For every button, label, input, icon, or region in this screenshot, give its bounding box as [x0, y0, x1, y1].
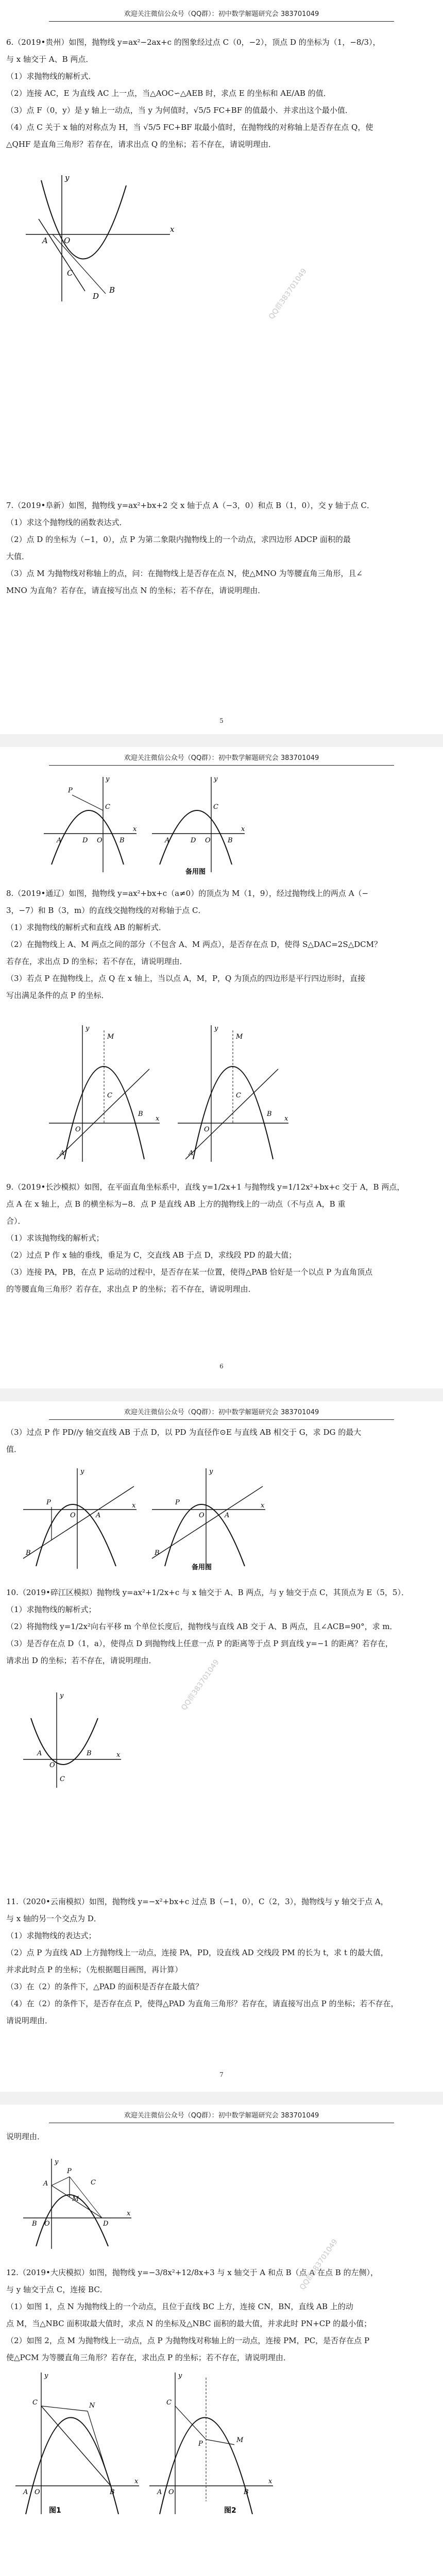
- q11-line: 请求出 D 的坐标；若不存在，请说明理由．: [6, 1656, 157, 1665]
- watermark: QQ群383701049: [298, 2238, 339, 2292]
- q6-line: △QHF 是直角三角形？若存在，请求出点 Q 的坐标；若不存在，请说明理由．: [6, 140, 276, 149]
- q13-line: 使△PCM 为等腰直角三角形？若存在，求出点 P 的坐标；若不存在，请说明理由．: [6, 2353, 291, 2362]
- label-b: B: [267, 1110, 272, 1118]
- label-b: B: [120, 837, 125, 844]
- label-b: B: [244, 2488, 249, 2496]
- q9-figure-1: [21, 1463, 139, 1571]
- label-y: y: [214, 775, 218, 783]
- label-a: A: [42, 236, 48, 245]
- label-a: A: [60, 1149, 65, 1157]
- label-o: O: [97, 837, 103, 844]
- label-c: C: [91, 2179, 96, 2187]
- label-a: A: [43, 2180, 48, 2188]
- question-10: [6, 1584, 435, 1669]
- label-y: y: [178, 2372, 182, 2380]
- label-b: B: [87, 1750, 92, 1757]
- label-o: O: [35, 2488, 40, 2496]
- label-x: x: [261, 1502, 265, 1510]
- label-p: P: [175, 1499, 180, 1506]
- parabola: [165, 1504, 245, 1566]
- label-y: y: [106, 775, 110, 783]
- parabola: [31, 1718, 98, 1765]
- q10-line: 点 A 在 x 轴上，点 B 的横坐标为−8．点 P 是直线 AB 上方的抛物线上的一动点（不与点 A，B 重: [6, 1199, 346, 1209]
- label-c: C: [32, 2399, 38, 2406]
- q11-figure: [21, 2154, 134, 2251]
- label-a: A: [37, 1750, 42, 1757]
- q6-line: 与 x 轴交于 A、B 两点．: [6, 55, 94, 64]
- q12-figure-1: [13, 2367, 142, 2517]
- figure-caption: 备用图: [185, 868, 206, 875]
- question-7: [6, 497, 435, 599]
- question-12: [6, 2264, 435, 2366]
- q11-line: （2）将抛物线 y=1/2x²向右平移 m 个单位长度后，抛物线与直线 AB 交于 A、B 两点，且∠ACB=90°，求 m．: [6, 1622, 398, 1631]
- q7-figure-2: [149, 772, 247, 875]
- label-d: D: [191, 837, 196, 844]
- label-x: x: [170, 225, 175, 234]
- line-ab: [152, 1486, 263, 1558]
- label-y: y: [209, 1468, 213, 1476]
- q10-figure: [21, 1687, 124, 1790]
- q10-line: （1）求该抛物线的解析式；: [6, 1233, 104, 1243]
- label-n: N: [89, 2402, 95, 2410]
- line-pc: [175, 2406, 206, 2439]
- q7-line: MNO 为直角？若存在，请直接写出点 N 的坐标；若不存在，请说明理由．: [6, 586, 266, 595]
- q7-line: （3）点 M 为抛物线对称轴上的点，问：在抛物线上是否存在点 N，使△MNO 为等腰直角三角形，且∠: [6, 569, 363, 578]
- page-header: 欢迎关注微信公众号（QQ群）：初中数学解题研究会 383701049: [49, 1406, 394, 1420]
- label-x: x: [241, 825, 245, 833]
- figure-caption: 备用图: [192, 1564, 212, 1571]
- label-m: M: [107, 1033, 114, 1041]
- q11-line: （1）求抛物线的解析式；: [6, 1605, 96, 1614]
- question-11: [6, 1893, 435, 2029]
- q9-line: 若存在，求出点 D 的坐标；若不存在，请说明理由．: [6, 957, 188, 966]
- line-ab: [53, 234, 106, 294]
- label-y: y: [86, 1025, 90, 1032]
- q13-line: 与 y 轴交于点 C，连接 BC．: [6, 2285, 108, 2294]
- q10-line: （2）过点 P 作 x 轴的垂线，垂足为 C，交直线 AB 于点 D，求线段 PD 的最大值；: [6, 1250, 297, 1260]
- question-11-cont: [6, 2128, 435, 2145]
- label-x: x: [133, 825, 137, 833]
- q12-line: 与 x 轴的另一个交点为 D．: [6, 1914, 101, 1923]
- label-a: A: [57, 837, 62, 844]
- label-y: y: [55, 2158, 59, 2166]
- page-number: 7: [219, 2071, 224, 2078]
- label-y: y: [44, 2372, 48, 2380]
- q6-line: 6.（2019•贵州）如图，抛物线 y=ax²−2ax+c 的图象经过点 C（0，−2），顶点 D 的坐标为（1，−8/3），: [6, 38, 381, 47]
- label-a: A: [189, 1149, 194, 1157]
- q12b-line: 说明理由．: [6, 2132, 45, 2141]
- label-y: y: [65, 173, 70, 182]
- q10-line: 合）．: [6, 1216, 26, 1226]
- q9-line: （1）求抛物线的解析式和直线 AB 的解析式．: [6, 923, 166, 932]
- label-b: B: [32, 2220, 37, 2228]
- page-gap: [0, 1388, 443, 1401]
- label-o: O: [44, 2220, 50, 2228]
- q7-line: 大值．: [6, 552, 30, 561]
- q12-line: （2）点 P 为直线 AD 上方抛物线上一动点，连接 PA，PD，设直线 AD 交线段 PM 的长为 t，求 t 的最大值，: [6, 1948, 388, 1957]
- q12-line: 11.（2020•云南模拟）如图，抛物线 y=−x²+bx+c 过点 B（−1，0），C（2，3），抛物线与 y 轴交于点 A，: [6, 1897, 388, 1906]
- page-4: [0, 2105, 443, 2576]
- figure-caption: 图2: [224, 2506, 236, 2515]
- line-bc: [41, 2406, 111, 2486]
- label-o: O: [70, 1512, 76, 1519]
- parabola: [36, 1504, 116, 1566]
- page-header: 欢迎关注微信公众号（QQ群）：初中数学解题研究会 383701049: [49, 8, 394, 22]
- q10b-line: （3）过点 P 作 PD//y 轴交直线 AB 于点 D，以 PD 为直径作⊙E 与直线 AB 相交于 G，求 DG 的最大: [6, 1428, 362, 1437]
- q12-line: 请说明理由．: [6, 2016, 53, 2025]
- q8-figure-1: [46, 1020, 165, 1164]
- q9-line: 8.（2019•通辽）如图，抛物线 y=ax²+bx+c（a≠0）的顶点为 M（1，9），经过抛物线上的两点 A（−: [6, 889, 369, 898]
- line-cn: [41, 2406, 88, 2411]
- label-o: O: [64, 236, 71, 245]
- q9-line: 3，−7）和 B（3，m）的直线交抛物线的对称轴于点 C．: [6, 906, 206, 915]
- label-o: O: [49, 1761, 55, 1769]
- label-m: M: [236, 1033, 243, 1041]
- q7-line: （1）求这个抛物线的函数表达式．: [6, 518, 127, 527]
- q10-line: （3）连接 PA，PB，在点 P 运动的过程中，是否存在某一位置，使得△PAB 恰好是一个以点 P 为直角顶点: [6, 1267, 373, 1277]
- page-number: 5: [219, 717, 224, 724]
- line-ab: [185, 1069, 278, 1159]
- label-c: C: [105, 803, 110, 811]
- label-b: B: [155, 1549, 160, 1557]
- label-a: A: [165, 837, 170, 844]
- line-pa: [52, 2177, 70, 2185]
- figure-caption: 图1: [49, 2506, 61, 2515]
- line-pm: [206, 2439, 234, 2445]
- label-x: x: [132, 1502, 136, 1510]
- q12-line: （3）在（2）的条件下，△PAD 的面积是否存在最大值？: [6, 1982, 203, 1991]
- label-x: x: [284, 1115, 288, 1123]
- label-p: P: [198, 2440, 203, 2448]
- label-c: C: [166, 2399, 172, 2406]
- label-x: x: [156, 1115, 160, 1123]
- label-a: A: [96, 1512, 101, 1519]
- q11-line: （3）是否存在点 D（1，a），使得点 D 到抛物线上任意一点 P 的距离等于点 P 到直线 y=−1 的距离？若存在，: [6, 1639, 393, 1648]
- label-d: D: [93, 292, 99, 301]
- q10-line: 9.（2019•长沙模拟）如图，在平面直角坐标系中，直线 y=1/2x+1 与抛物线 y=1/12x²+bx+c 交于 A，B 两点，: [6, 1182, 405, 1192]
- label-d: D: [82, 837, 88, 844]
- label-o: O: [199, 1512, 205, 1519]
- page-3: [0, 1401, 443, 2092]
- label-c: C: [236, 1092, 241, 1099]
- segment: [72, 795, 103, 810]
- label-c: C: [60, 1775, 65, 1783]
- q12-line: （4）在（2）的条件下，是否存在点 P，使得△PAD 为直角三角形？若存在，请直接写出点 P 的坐标；若不存在，: [6, 1999, 399, 2008]
- question-8: [6, 885, 435, 1004]
- q8-figure-2: [175, 1020, 294, 1164]
- q9-line: 写出满足条件的点 P 的坐标．: [6, 991, 109, 1000]
- label-x: x: [127, 2210, 131, 2217]
- label-a: A: [157, 2488, 162, 2496]
- label-c: C: [213, 803, 218, 811]
- q6-line: （2）连接 AC，E 为直线 AC 上一点，当△AOC∽△AEB 时，求点 E 的坐标和 AE/AB 的值．: [6, 89, 331, 98]
- q12-line: （1）求抛物线的表达式；: [6, 1931, 96, 1940]
- label-o: O: [204, 1126, 210, 1133]
- watermark: QQ群383701049: [180, 1658, 221, 1712]
- label-p: P: [46, 1499, 51, 1506]
- q6-line: （3）点 F（0，y）是 y 轴上一动点，当 y 为何值时，√5/5 FC+BF 的值最小．并求出这个最小值．: [6, 106, 353, 115]
- line-ab: [57, 1069, 149, 1159]
- line-ab: [23, 1486, 134, 1558]
- label-b: B: [228, 837, 233, 844]
- q13-line: 12.（2019•大庆模拟）如图，抛物线 y=−3/8x²+12/8x+3 与 x 轴交于 A 和点 B（点 A 在点 B 的左侧），: [6, 2268, 379, 2277]
- q10b-line: 值．: [6, 1445, 22, 1454]
- q9-figure-2: [149, 1463, 268, 1571]
- q9-line: （3）若点 P 在抛物线上，点 Q 在 x 轴上，当以点 A，M，P，Q 为顶点的四边形是平行四边形时，直接: [6, 974, 366, 983]
- q12-figure-2: [147, 2367, 276, 2517]
- label-y: y: [214, 1025, 218, 1032]
- label-a: A: [23, 2488, 28, 2496]
- q13-line: （2）如图 2，点 M 为抛物线上一动点，点 P 为抛物线对称轴上的一动点，连接 PM，PC，是否存在点 P: [6, 2336, 370, 2345]
- page-gap: [0, 2092, 443, 2105]
- q12-line: 并求此时点 P 的坐标；（先根据题目画图，再计算）: [6, 1965, 183, 1974]
- label-d: D: [103, 2220, 109, 2228]
- label-m: M: [72, 2195, 79, 2203]
- label-p: P: [67, 2167, 72, 2175]
- page-1: [0, 0, 443, 734]
- question-9: [6, 1179, 435, 1298]
- label-o: O: [168, 2488, 174, 2496]
- line-bn: [88, 2411, 111, 2486]
- page-gap: [0, 734, 443, 747]
- page-header: 欢迎关注微信公众号（QQ群）：初中数学解题研究会 383701049: [49, 752, 394, 766]
- label-p: P: [68, 787, 73, 794]
- label-y: y: [60, 1692, 64, 1700]
- label-x: x: [116, 1751, 121, 1759]
- watermark: QQ群383701049: [267, 267, 309, 321]
- label-b: B: [109, 285, 115, 295]
- page-header: 欢迎关注微信公众号（QQ群）：初中数学解题研究会 383701049: [49, 2110, 394, 2123]
- label-b: B: [26, 1549, 31, 1557]
- page-2: [0, 747, 443, 1388]
- label-c: C: [107, 1092, 112, 1099]
- q9-line: （2）在抛物线上 A、M 两点之间的部分（不包含 A、M 两点），是否存在点 D，使得 S△DAC=2S△DCM？: [6, 940, 382, 949]
- question-6: [6, 34, 435, 153]
- q6-line: （4）点 C 关于 x 轴的对称点为 H，当 √5/5 FC+BF 取最小值时，在抛物线的对称轴上是否存在点 Q，使: [6, 123, 373, 132]
- label-m: M: [236, 2436, 244, 2444]
- label-a: A: [225, 1512, 230, 1519]
- q10-line: 的等腰直角三角形？若存在，求出点 P 的坐标；若不存在，请说明理由．: [6, 1284, 256, 1294]
- q7-line: 7.（2019•阜新）如图，抛物线 y=ax²+bx+2 交 x 轴于点 A（−3，0）和点 B（1，0），交 y 轴于点 C．: [6, 501, 374, 510]
- q11-line: 10.（2019•碎江区模拟）抛物线 y=ax²+1/2x+c 与 x 轴交于 A、B 两点，与 y 轴交于点 C，其顶点为 E（5，5）．: [6, 1588, 409, 1597]
- q6-line: （1）求抛物线的解析式．: [6, 72, 96, 81]
- label-x: x: [268, 2478, 272, 2485]
- label-c: C: [67, 268, 73, 278]
- page-number: 6: [219, 1363, 224, 1370]
- label-y: y: [80, 1468, 84, 1476]
- label-o: O: [75, 1126, 81, 1133]
- q13-line: 点 M，当△NBC 面积取最大值时，求点 N 的坐标及△NBC 面积的最大值，并求此时 PN+CP 的最小值；: [6, 2319, 372, 2328]
- q13-line: （1）如图 1，点 N 为抛物线上的一个动点，且位于直线 BC 上方，连接 CN，BN，直线 AB 上的动: [6, 2302, 353, 2311]
- q7-figure-1: [41, 772, 139, 875]
- label-b: B: [110, 2488, 115, 2496]
- label-o: O: [205, 837, 211, 844]
- question-9-cont: [6, 1424, 435, 1458]
- q6-figure: [21, 170, 196, 309]
- label-x: x: [134, 2478, 139, 2485]
- q7-line: （2）点 D 的坐标为（−1，0），点 P 为第二象限内抛物线上的一个动点，求四边形 ADCP 面积的最: [6, 535, 351, 544]
- parabola: [41, 180, 126, 259]
- label-b: B: [138, 1110, 143, 1118]
